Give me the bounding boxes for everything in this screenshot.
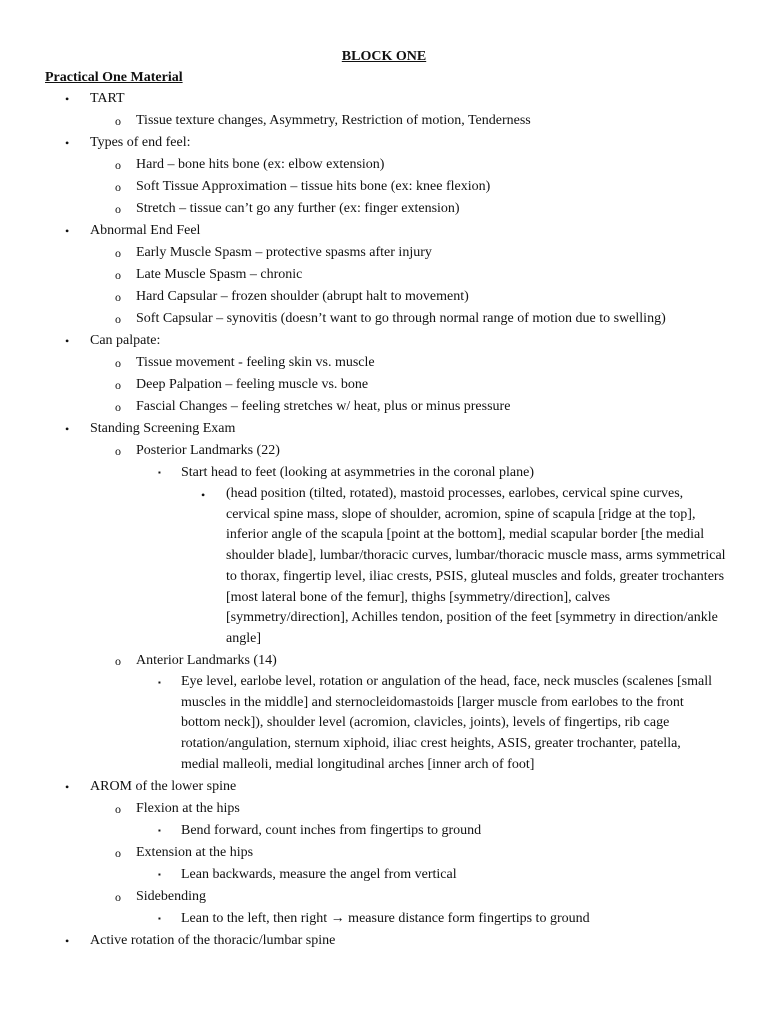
bullet-icon: • [201,488,206,502]
list-item-text: Tissue texture changes, Asymmetry, Restriction of motion, Tenderness [136,113,531,128]
list-item-text: Lean backwards, measure the angel from vertical [181,867,457,882]
bullet-icon: o [115,246,121,260]
bullet-icon: • [65,422,70,436]
list-item-text: Hard – bone hits bone (ex: elbow extension) [136,157,385,172]
list-item [0,176,768,198]
list-item-text: Types of end feel: [90,135,191,150]
outline-list [0,88,768,952]
list-item-text: Standing Screening Exam [90,421,236,436]
bullet-icon: o [115,802,121,816]
list-item [0,842,768,864]
list-item [0,650,768,672]
list-item-text: Anterior Landmarks (14) [136,653,277,668]
list-item [0,154,768,176]
bullet-icon: • [65,92,70,106]
bullet-icon: o [115,268,121,282]
list-item [0,440,768,462]
bullet-icon: o [115,846,121,860]
list-item [0,242,768,264]
document-title: BLOCK ONE [341,49,427,64]
list-item [0,798,768,820]
list-item [0,864,768,886]
list-item-text: Abnormal End Feel [90,223,201,238]
list-item-text: (head position (tilted, rotated), mastoid processes, earlobes, cervical spine curves, cervical spine mass, slope of shoulder, acromion, spine of scapula [ridge at the top], inferior angle of the scapula [point at the bottom], medial scapular border [the medial shoulder blade], lumbar/thoracic curves, lumbar/thoracic muscle mass, arms symmetrical to thorax, fingertip level, iliac crests, PSIS, gluteal muscles and folds, greater trochanters [most lateral bone of the femur], thighs [symmetry/direction], calves [symmetry/direction], Achilles tendon, position of the feet [symmetry in direction/ankle angle] [226,486,726,646]
bullet-icon: o [115,158,121,172]
bullet-icon: o [115,444,121,458]
list-item-text: Eye level, earlobe level, rotation or angulation of the head, face, neck muscles (scalenes [small muscles in the middle] and sternocleidomastoids [larger muscle from earlobes to the front bottom neck]), shoulder level (acromion, clavicles, joints), levels of fingertips, rib cage rotation/angulation, sternum xiphoid, iliac crest heights, ASIS, greater trochanter, patella, medial malleoli, medial longitudinal arches [inner arch of foot] [181,674,713,772]
list-item [0,776,768,798]
list-item [0,462,768,484]
bullet-icon: • [65,334,70,348]
list-item [0,672,768,776]
list-item-text: Bend forward, count inches from fingertips to ground [181,823,482,838]
list-item [0,908,768,930]
bullet-icon: ▪ [158,870,161,879]
bullet-icon: • [65,934,70,948]
list-item-text: Early Muscle Spasm – protective spasms after injury [136,245,432,260]
list-item-text: AROM of the lower spine [90,779,237,794]
list-item-text: Soft Tissue Approximation – tissue hits bone (ex: knee flexion) [136,179,491,194]
list-item-text: Tissue movement - feeling skin vs. muscle [136,355,375,370]
list-item [0,286,768,308]
list-item [0,886,768,908]
list-item [0,132,768,154]
bullet-icon: ▪ [158,914,161,923]
list-item [0,330,768,352]
bullet-icon: ▪ [158,678,161,687]
list-item-text: Deep Palpation – feeling muscle vs. bone [136,377,369,392]
bullet-icon: o [115,400,121,414]
list-item-text: Posterior Landmarks (22) [136,443,280,458]
bullet-icon: o [115,114,121,128]
list-item-text: Can palpate: [90,333,161,348]
list-item-text: Flexion at the hips [136,801,240,816]
bullet-icon: o [115,180,121,194]
bullet-icon: o [115,654,121,668]
bullet-icon: o [115,312,121,326]
list-item [0,418,768,440]
bullet-icon: • [65,136,70,150]
list-item-text: Active rotation of the thoracic/lumbar spine [90,933,336,948]
list-item-text: Stretch – tissue can’t go any further (ex: finger extension) [136,201,460,216]
list-item-text: Hard Capsular – frozen shoulder (abrupt halt to movement) [136,289,469,304]
list-item [0,220,768,242]
list-item [0,308,768,330]
list-item [0,484,768,650]
bullet-icon: o [115,202,121,216]
bullet-icon: ▪ [158,826,161,835]
list-item [0,396,768,418]
list-item-text: Late Muscle Spasm – chronic [136,267,303,282]
bullet-icon: o [115,890,121,904]
bullet-icon: o [115,290,121,304]
list-item [0,352,768,374]
list-item-text: Extension at the hips [136,845,254,860]
list-item [0,88,768,110]
list-item-text: TART [90,91,125,106]
bullet-icon: o [115,378,121,392]
list-item [0,374,768,396]
list-item-text: Soft Capsular – synovitis (doesn’t want to go through normal range of motion due to swelling) [136,311,666,326]
bullet-icon: ▪ [158,468,161,477]
list-item [0,264,768,286]
list-item [0,820,768,842]
bullet-icon: • [65,780,70,794]
list-item-text: Lean to the left, then right → measure distance form fingertips to ground [181,911,590,926]
list-item [0,930,768,952]
list-item-text: Fascial Changes – feeling stretches w/ heat, plus or minus pressure [136,399,511,414]
bullet-icon: o [115,356,121,370]
list-item [0,110,768,132]
section-heading: Practical One Material [45,70,183,85]
list-item [0,198,768,220]
list-item-text: Sidebending [136,889,206,904]
list-item-text: Start head to feet (looking at asymmetries in the coronal plane) [181,465,534,480]
bullet-icon: • [65,224,70,238]
